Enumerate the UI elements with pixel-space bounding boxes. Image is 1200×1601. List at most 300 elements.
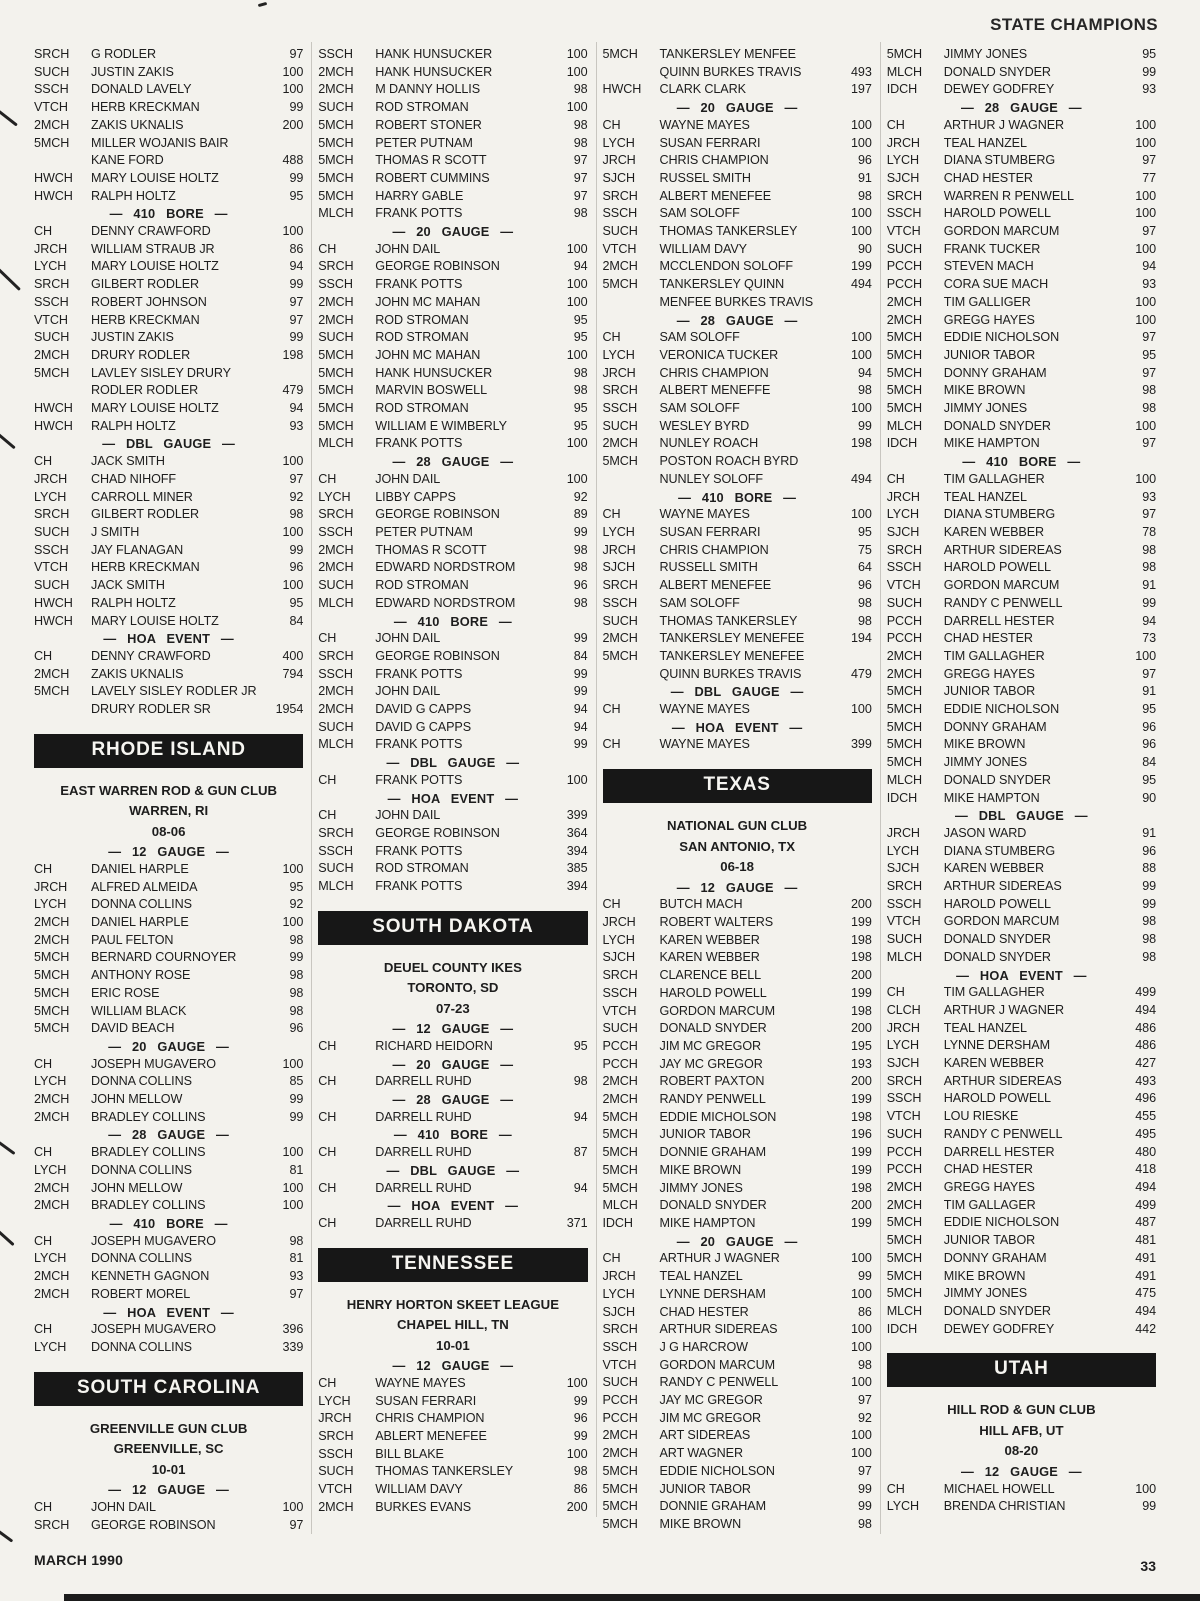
class-code: 5MCH — [602, 1499, 638, 1514]
event-divider: — 28 GAUGE — — [676, 312, 798, 328]
score-value: 99 — [289, 1109, 304, 1124]
score-value: 84 — [573, 648, 588, 663]
event-divider: — 12 GAUGE — — [392, 1358, 514, 1374]
class-code: LYCH — [34, 489, 67, 504]
result-row — [318, 435, 587, 453]
score-value: 97 — [1142, 365, 1156, 380]
class-code: HWCH — [602, 82, 642, 97]
score-value: 99 — [857, 1499, 872, 1514]
score-value: 100 — [851, 330, 872, 345]
shooter-name: TIM GALLAGHER — [943, 648, 1045, 663]
score-value: 499 — [1135, 985, 1156, 1000]
result-row — [318, 312, 587, 330]
shooter-name: EDDIE MICHOLSON — [659, 1109, 777, 1124]
shooter-name: CHRIS CHAMPION — [659, 153, 769, 168]
result-row — [318, 1499, 587, 1517]
shooter-name: RALPH HOLTZ — [91, 595, 176, 610]
class-code: 5MCH — [34, 1021, 70, 1036]
state-header: TEXAS — [603, 769, 872, 803]
score-value: 199 — [851, 1145, 872, 1160]
result-row — [34, 506, 303, 524]
shooter-name: MIKE BROWN — [943, 383, 1026, 398]
result-row — [603, 1516, 872, 1534]
score-value: 98 — [573, 135, 588, 150]
score-value: 78 — [1142, 524, 1156, 539]
class-code: CH — [318, 1215, 337, 1230]
shooter-name: ART SIDEREAS — [659, 1428, 751, 1443]
class-code: 5MCH — [886, 737, 923, 752]
result-row — [34, 542, 303, 560]
class-code: JRCH — [602, 153, 636, 168]
score-value: 97 — [1142, 436, 1156, 451]
class-code: SSCH — [318, 277, 353, 292]
shooter-name: DANIEL HARPLE — [91, 861, 189, 876]
score-value: 100 — [1135, 135, 1156, 150]
score-value: 98 — [857, 1357, 872, 1372]
result-row — [318, 736, 587, 754]
class-code: CH — [318, 1109, 337, 1124]
class-code: JRCH — [602, 1269, 636, 1284]
class-code: 2MCH — [34, 1180, 70, 1195]
result-row-continuation — [603, 471, 872, 489]
shooter-name: DONNY GRAHAM — [943, 1250, 1047, 1265]
score-value — [261, 135, 303, 153]
result-row — [318, 258, 587, 276]
result-row — [603, 1481, 872, 1499]
shooter-name: JUNIOR TABOR — [943, 1233, 1036, 1248]
score-value: 394 — [566, 843, 588, 858]
result-row — [887, 276, 1156, 294]
score-value: 92 — [289, 897, 304, 912]
shooter-name: ROD STROMAN — [375, 578, 469, 593]
result-row — [34, 1233, 303, 1251]
shooter-name: WILLIAM E WIMBERLY — [375, 418, 507, 433]
result-row — [34, 99, 303, 117]
score-value: 100 — [566, 47, 588, 61]
result-row — [34, 329, 303, 347]
score-value: 196 — [851, 1127, 872, 1142]
shooter-name: DONNY GRAHAM — [943, 719, 1047, 734]
result-row — [318, 241, 587, 259]
shooter-name: HARRY GABLE — [375, 188, 464, 203]
score-value: 100 — [851, 206, 872, 221]
shooter-name: DAVID BEACH — [91, 1021, 175, 1036]
shooter-name: GORDON MARCUM — [943, 578, 1060, 593]
shooter-name: VERONICA TUCKER — [659, 347, 779, 362]
class-code: SJCH — [602, 170, 635, 185]
shooter-name: CHAD HESTER — [943, 170, 1033, 185]
column-2 — [312, 42, 596, 1517]
shooter-name: DONALD SNYDER — [659, 1021, 767, 1036]
result-row — [603, 347, 872, 365]
class-code: 2MCH — [318, 1499, 354, 1514]
result-row — [887, 701, 1156, 719]
shooter-name: ALBERT MENEFEE — [659, 578, 772, 593]
result-row — [318, 1375, 587, 1393]
score-value: 99 — [573, 1393, 588, 1408]
score-value: 427 — [1135, 1056, 1156, 1071]
score-value: 99 — [289, 950, 304, 965]
class-code: LYCH — [602, 347, 635, 362]
shooter-name: KAREN WEBBER — [943, 861, 1045, 876]
result-row — [887, 1073, 1156, 1091]
shooter-name: FRANK TUCKER — [943, 241, 1041, 256]
score-value: 92 — [857, 1410, 872, 1425]
shooter-name: J SMITH — [91, 524, 140, 539]
score-value: 494 — [851, 471, 872, 486]
shooter-name: RALPH HOLTZ — [91, 188, 176, 203]
result-row — [603, 577, 872, 595]
class-code: MLCH — [886, 949, 923, 964]
result-row — [887, 117, 1156, 135]
class-code: LYCH — [34, 1339, 67, 1354]
score-value: 200 — [851, 968, 872, 983]
class-code: LYCH — [886, 507, 920, 522]
result-row — [318, 772, 587, 790]
shooter-name: TEAL HANZEL — [659, 1269, 743, 1284]
class-code: 2MCH — [34, 1198, 70, 1213]
event-divider: — DBL GAUGE — — [102, 436, 236, 452]
result-row — [887, 1108, 1156, 1126]
event-divider: — HOA EVENT — — [387, 1198, 519, 1214]
shooter-name: FRANK POTTS — [375, 772, 463, 787]
result-row — [887, 1002, 1156, 1020]
score-value: 199 — [851, 1162, 872, 1177]
score-value: 100 — [566, 277, 588, 292]
class-code: MLCH — [318, 879, 354, 894]
shooter-name: ROBERT PAXTON — [659, 1074, 765, 1089]
class-code: SSCH — [318, 524, 353, 539]
shooter-name: EDDIE NICHOLSON — [943, 330, 1060, 345]
result-row — [318, 1073, 587, 1091]
event-divider: — 410 BORE — — [962, 454, 1081, 470]
shooter-name: ABLERT MENEFEE — [375, 1429, 487, 1443]
score-value: 98 — [289, 507, 304, 522]
score-value: 100 — [1135, 294, 1156, 309]
score-value: 94 — [857, 365, 872, 380]
result-row — [34, 648, 303, 666]
score-value: 499 — [1135, 1197, 1156, 1212]
score-value: 480 — [1135, 1144, 1156, 1159]
result-row — [318, 81, 587, 99]
score-value: 96 — [289, 560, 304, 575]
shooter-name: MIKE BROWN — [943, 737, 1026, 752]
score-value: 91 — [1142, 825, 1156, 840]
class-code: CH — [602, 330, 621, 345]
score-value: 197 — [851, 82, 872, 97]
shooter-name: MARY LOUISE HOLTZ — [91, 401, 219, 416]
result-row — [603, 1268, 872, 1286]
class-code: SUCH — [602, 613, 638, 628]
class-code: IDCH — [886, 790, 918, 805]
result-row — [34, 1268, 303, 1286]
class-code: 5MCH — [602, 47, 638, 61]
class-code: VTCH — [886, 578, 921, 593]
class-code: 2MCH — [318, 684, 354, 699]
score-value: 77 — [1142, 170, 1156, 185]
result-row — [603, 524, 872, 542]
class-code: HWCH — [34, 418, 73, 433]
result-row — [603, 400, 872, 418]
score-value: 92 — [289, 489, 304, 504]
score-value: 100 — [1135, 117, 1156, 132]
class-code: 5MCH — [318, 365, 354, 380]
result-row — [603, 613, 872, 631]
result-row — [318, 1463, 587, 1481]
class-code: 2MCH — [886, 1180, 923, 1194]
result-row — [603, 932, 872, 950]
shooter-name: ALBERT MENEFFE — [659, 383, 771, 398]
score-value: 95 — [289, 879, 304, 894]
result-row — [318, 666, 587, 684]
result-row — [34, 577, 303, 595]
class-code: SRCH — [318, 825, 354, 840]
shooter-name: LAVLEY SISLEY DRURY — [91, 365, 231, 380]
score-value: 98 — [1142, 914, 1156, 929]
class-code: MLCH — [886, 772, 923, 787]
class-code: 5MCH — [602, 277, 638, 292]
class-code: SRCH — [602, 1322, 638, 1337]
class-code: SSCH — [886, 1091, 922, 1106]
class-code: SSCH — [602, 595, 638, 610]
club-city: WARREN, RI — [129, 803, 209, 819]
result-row — [34, 1321, 303, 1339]
score-value: 98 — [1142, 949, 1156, 964]
shooter-name: GREGG HAYES — [943, 312, 1035, 327]
shooter-name: DONNA COLLINS — [91, 1074, 192, 1089]
class-code: 2MCH — [34, 117, 70, 132]
class-code: 2MCH — [886, 666, 923, 681]
shooter-name: DARRELL RUHD — [375, 1180, 472, 1195]
class-code: 5MCH — [886, 365, 923, 380]
shooter-name: THOMAS TANKERSLEY — [659, 224, 798, 239]
shooter-name: RICHARD HEIDORN — [375, 1038, 493, 1053]
shooter-name: WAYNE MAYES — [659, 117, 750, 132]
class-code: 5MCH — [886, 1268, 923, 1283]
score-value: 98 — [573, 595, 588, 610]
result-row — [887, 1214, 1156, 1232]
class-code: 5MCH — [886, 755, 923, 770]
class-code: 5MCH — [318, 383, 354, 398]
score-value: 496 — [1135, 1091, 1156, 1106]
class-code: 2MCH — [602, 1446, 638, 1461]
club-name: EAST WARREN ROD & GUN CLUB — [60, 782, 278, 798]
score-value: 98 — [573, 1464, 588, 1479]
event-divider: — 20 GAUGE — — [392, 1056, 514, 1072]
score-value: 98 — [573, 1074, 588, 1089]
shooter-name: THOMAS R SCOTT — [375, 542, 487, 557]
class-code: SJCH — [886, 170, 920, 185]
score-value: 94 — [289, 401, 304, 416]
class-code: HWCH — [34, 595, 73, 610]
event-divider: — HOA EVENT — — [103, 1304, 234, 1320]
score-value: 99 — [289, 330, 304, 345]
score-value: 86 — [289, 241, 304, 256]
score-value: 98 — [289, 968, 304, 983]
result-row — [34, 135, 303, 153]
score-value: 479 — [282, 383, 304, 398]
class-code: SSCH — [318, 47, 353, 61]
shooter-name: SUSAN FERRARI — [659, 135, 761, 150]
class-code: LYCH — [602, 524, 635, 539]
shooter-name: JOHN MC MAHAN — [375, 294, 481, 309]
score-value: 98 — [573, 117, 588, 132]
shooter-name: CHRIS CHAMPION — [375, 1411, 485, 1426]
class-code: SUCH — [318, 100, 354, 115]
score-value: 100 — [851, 507, 872, 522]
score-value: 100 — [851, 702, 872, 717]
score-value: 96 — [573, 1411, 588, 1426]
result-row — [887, 1232, 1156, 1250]
shooter-name: G RODLER — [91, 47, 156, 61]
class-code: MLCH — [886, 1303, 923, 1318]
score-value: 98 — [573, 206, 588, 221]
score-value: 100 — [1135, 471, 1156, 486]
result-row-continuation — [603, 64, 872, 82]
score-value: 100 — [1135, 188, 1156, 203]
class-code: JRCH — [886, 489, 920, 504]
score-value: 198 — [851, 436, 872, 451]
score-value: 495 — [1135, 1126, 1156, 1141]
result-row — [603, 1126, 872, 1144]
class-code: PCCH — [602, 1393, 638, 1408]
score-value: 95 — [573, 418, 588, 433]
class-code: PCCH — [886, 1162, 923, 1177]
score-value: 96 — [573, 578, 588, 593]
result-row — [887, 754, 1156, 772]
class-code: SRCH — [886, 879, 923, 894]
state-header: RHODE ISLAND — [34, 734, 303, 768]
class-code: 5MCH — [886, 47, 923, 61]
result-row — [603, 223, 872, 241]
score-value: 98 — [289, 985, 304, 1000]
class-code: SUCH — [318, 861, 354, 876]
class-code: CLCH — [886, 1002, 921, 1017]
score-value: 95 — [573, 330, 588, 345]
score-value: 94 — [289, 259, 304, 274]
shooter-name: LOU RIESKE — [943, 1109, 1019, 1124]
result-row — [887, 878, 1156, 896]
shooter-name: DONALD SNYDER — [943, 418, 1051, 433]
result-row — [318, 1215, 587, 1233]
score-value: 100 — [282, 861, 304, 876]
class-code: MLCH — [318, 206, 354, 221]
class-code: 2MCH — [886, 294, 923, 309]
result-row — [603, 117, 872, 135]
class-code: VTCH — [602, 1357, 637, 1372]
result-row — [887, 1161, 1156, 1179]
result-row — [318, 418, 587, 436]
score-value: 199 — [851, 985, 872, 1000]
footer-issue-date: MARCH 1990 — [34, 1552, 124, 1568]
result-row — [887, 843, 1156, 861]
shooter-name: CHAD HESTER — [943, 631, 1033, 646]
class-code: CH — [602, 897, 621, 912]
shooter-name: GILBERT RODLER — [91, 507, 200, 522]
shooter-name: JAY FLANAGAN — [91, 542, 184, 557]
shooter-name: GORDON MARCUM — [943, 224, 1060, 239]
class-code: CH — [318, 1375, 337, 1390]
shooter-name: FRANK POTTS — [375, 206, 463, 221]
shooter-name: RANDY C PENWELL — [943, 1126, 1063, 1141]
score-value: 90 — [1142, 790, 1156, 805]
shooter-name: DONNIE GRAHAM — [659, 1499, 766, 1514]
score-value: 100 — [282, 578, 304, 593]
class-code: MLCH — [318, 737, 354, 752]
class-code: CH — [318, 1038, 337, 1053]
score-value: 90 — [857, 241, 872, 256]
score-value: 99 — [289, 542, 304, 557]
shooter-name: ERIC ROSE — [91, 985, 160, 1000]
event-divider: — HOA EVENT — — [956, 967, 1087, 983]
shooter-name: ROBERT STONER — [375, 117, 482, 132]
shooter-name: GEORGE ROBINSON — [375, 825, 500, 840]
result-row — [34, 258, 303, 276]
result-row-continuation — [603, 666, 872, 684]
score-value: 96 — [857, 153, 872, 168]
result-row — [887, 630, 1156, 648]
score-value: 200 — [566, 1499, 588, 1514]
result-row — [318, 365, 587, 383]
score-value: 98 — [1142, 542, 1156, 557]
shooter-name: ANTHONY ROSE — [91, 968, 191, 983]
result-row — [34, 985, 303, 1003]
score-value: 100 — [1135, 206, 1156, 221]
result-row — [887, 170, 1156, 188]
result-row — [318, 99, 587, 117]
class-code: CH — [34, 1499, 52, 1514]
shooter-name: TEAL HANZEL — [943, 1020, 1027, 1035]
result-row — [318, 701, 587, 719]
class-code: MLCH — [318, 595, 354, 610]
result-row — [603, 1498, 872, 1516]
class-code: 5MCH — [602, 1127, 638, 1142]
result-row — [887, 1268, 1156, 1286]
score-value: 87 — [573, 1145, 588, 1160]
score-value: 100 — [1135, 241, 1156, 256]
shooter-name: JACK SMITH — [91, 578, 165, 593]
result-row — [887, 418, 1156, 436]
score-value: 97 — [289, 294, 304, 309]
class-code: 5MCH — [602, 1145, 638, 1160]
result-row — [34, 276, 303, 294]
score-value: 455 — [1135, 1109, 1156, 1124]
class-code: JRCH — [34, 241, 68, 256]
result-row — [887, 577, 1156, 595]
result-row — [887, 223, 1156, 241]
club-date: 10-01 — [151, 1461, 186, 1477]
result-row — [887, 471, 1156, 489]
score-value: 97 — [1142, 224, 1156, 239]
class-code: CH — [602, 117, 621, 132]
result-row — [318, 294, 587, 312]
class-code: 2MCH — [318, 64, 354, 79]
score-value: 494 — [851, 277, 872, 292]
shooter-name: GREGG HAYES — [943, 1180, 1035, 1194]
result-row — [603, 81, 872, 99]
score-value: 200 — [282, 117, 304, 132]
shooter-name: ARTHUR SIDEREAS — [659, 1322, 778, 1337]
shooter-name: HANK HUNSUCKER — [375, 365, 493, 380]
class-code: 2MCH — [886, 1197, 923, 1212]
score-value: 94 — [573, 259, 588, 274]
club-name: GREENVILLE GUN CLUB — [89, 1420, 248, 1436]
class-code: 2MCH — [886, 312, 923, 327]
score-value: 494 — [1135, 1002, 1156, 1017]
class-code: SUCH — [602, 224, 638, 239]
result-row — [34, 81, 303, 99]
class-code: SUCH — [34, 578, 70, 593]
